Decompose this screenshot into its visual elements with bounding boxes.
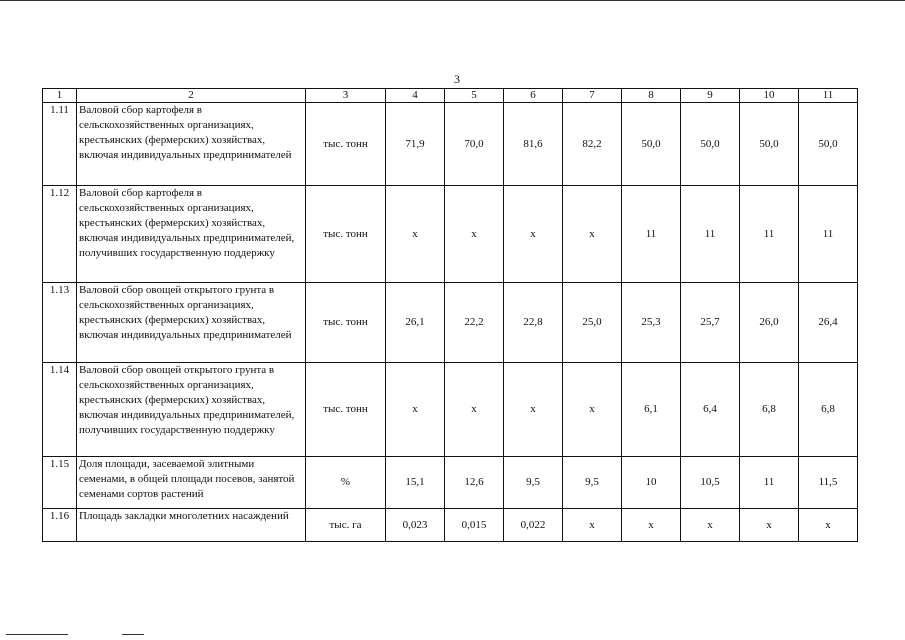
value-cell: х bbox=[504, 186, 563, 283]
indicator-name: Доля площади, засеваемой элитными семенами, в общей площади посевов, занятой семенами сортов растений bbox=[77, 457, 306, 509]
value-cell: х bbox=[740, 509, 799, 542]
indicator-name: Валовой сбор картофеля в сельскохозяйственных организациях, крестьянских (фермерских) хозяйствах, включая индивидуальных предпринимателей, получивших государственную поддержку bbox=[77, 186, 306, 283]
indicator-name: Площадь закладки многолетних насаждений bbox=[77, 509, 306, 542]
unit-cell: тыс. тонн bbox=[306, 363, 386, 457]
value-cell: 50,0 bbox=[740, 103, 799, 186]
table-row bbox=[43, 509, 858, 542]
value-cell: 71,9 bbox=[386, 103, 445, 186]
value-cell: 15,1 bbox=[386, 457, 445, 509]
value-cell: 0,022 bbox=[504, 509, 563, 542]
scan-top-edge bbox=[0, 0, 905, 1]
indicator-name: Валовой сбор овощей открытого грунта в сельскохозяйственных организациях, крестьянских (фермерских) хозяйствах, включая индивидуальных предпринимателей, получивших государственную поддержку bbox=[77, 363, 306, 457]
value-cell: 50,0 bbox=[799, 103, 858, 186]
value-cell: х bbox=[563, 363, 622, 457]
value-cell: 50,0 bbox=[681, 103, 740, 186]
value-cell: 11 bbox=[740, 186, 799, 283]
value-cell: 10,5 bbox=[681, 457, 740, 509]
indicator-table bbox=[42, 88, 858, 542]
value-cell: 11,5 bbox=[799, 457, 858, 509]
table-row bbox=[43, 363, 858, 457]
column-number: 4 bbox=[386, 89, 445, 103]
column-number: 8 bbox=[622, 89, 681, 103]
value-cell: х bbox=[445, 363, 504, 457]
value-cell: 6,8 bbox=[799, 363, 858, 457]
value-cell: 25,7 bbox=[681, 283, 740, 363]
column-number: 6 bbox=[504, 89, 563, 103]
table-row bbox=[43, 457, 858, 509]
page-number: 3 bbox=[454, 72, 460, 86]
unit-cell: тыс. тонн bbox=[306, 103, 386, 186]
row-number: 1.11 bbox=[43, 103, 77, 186]
value-cell: х bbox=[504, 363, 563, 457]
table-row bbox=[43, 103, 858, 186]
indicator-name: Валовой сбор овощей открытого грунта в сельскохозяйственных организациях, крестьянских (фермерских) хозяйствах, включая индивидуальных предпринимателей bbox=[77, 283, 306, 363]
value-cell: х bbox=[386, 363, 445, 457]
value-cell: 10 bbox=[622, 457, 681, 509]
row-number: 1.12 bbox=[43, 186, 77, 283]
value-cell: 0,015 bbox=[445, 509, 504, 542]
value-cell: 26,4 bbox=[799, 283, 858, 363]
value-cell: 0,023 bbox=[386, 509, 445, 542]
scan-bottom-mark-left bbox=[6, 634, 68, 635]
value-cell: 22,8 bbox=[504, 283, 563, 363]
row-number: 1.15 bbox=[43, 457, 77, 509]
value-cell: 11 bbox=[622, 186, 681, 283]
unit-cell: тыс. га bbox=[306, 509, 386, 542]
value-cell: 81,6 bbox=[504, 103, 563, 186]
column-number: 9 bbox=[681, 89, 740, 103]
value-cell: 70,0 bbox=[445, 103, 504, 186]
value-cell: х bbox=[681, 509, 740, 542]
column-number: 5 bbox=[445, 89, 504, 103]
value-cell: х bbox=[622, 509, 681, 542]
value-cell: 11 bbox=[799, 186, 858, 283]
value-cell: 22,2 bbox=[445, 283, 504, 363]
column-number: 10 bbox=[740, 89, 799, 103]
value-cell: 26,1 bbox=[386, 283, 445, 363]
indicator-name: Валовой сбор картофеля в сельскохозяйственных организациях, крестьянских (фермерских) хозяйствах, включая индивидуальных предпринимателей bbox=[77, 103, 306, 186]
value-cell: 9,5 bbox=[563, 457, 622, 509]
value-cell: 6,4 bbox=[681, 363, 740, 457]
value-cell: 11 bbox=[740, 457, 799, 509]
scan-bottom-mark-right bbox=[122, 634, 144, 635]
value-cell: 9,5 bbox=[504, 457, 563, 509]
row-number: 1.13 bbox=[43, 283, 77, 363]
value-cell: х bbox=[799, 509, 858, 542]
value-cell: х bbox=[445, 186, 504, 283]
column-number: 7 bbox=[563, 89, 622, 103]
column-number: 1 bbox=[43, 89, 77, 103]
unit-cell: тыс. тонн bbox=[306, 283, 386, 363]
value-cell: 12,6 bbox=[445, 457, 504, 509]
unit-cell: % bbox=[306, 457, 386, 509]
value-cell: 25,3 bbox=[622, 283, 681, 363]
value-cell: 82,2 bbox=[563, 103, 622, 186]
column-number: 2 bbox=[77, 89, 306, 103]
table-row bbox=[43, 283, 858, 363]
column-number: 3 bbox=[306, 89, 386, 103]
value-cell: х bbox=[386, 186, 445, 283]
unit-cell: тыс. тонн bbox=[306, 186, 386, 283]
value-cell: 50,0 bbox=[622, 103, 681, 186]
column-number-row bbox=[43, 89, 858, 103]
table-row bbox=[43, 186, 858, 283]
column-number: 11 bbox=[799, 89, 858, 103]
row-number: 1.14 bbox=[43, 363, 77, 457]
value-cell: 11 bbox=[681, 186, 740, 283]
value-cell: 26,0 bbox=[740, 283, 799, 363]
row-number: 1.16 bbox=[43, 509, 77, 542]
value-cell: х bbox=[563, 509, 622, 542]
value-cell: 25,0 bbox=[563, 283, 622, 363]
value-cell: х bbox=[563, 186, 622, 283]
value-cell: 6,1 bbox=[622, 363, 681, 457]
value-cell: 6,8 bbox=[740, 363, 799, 457]
